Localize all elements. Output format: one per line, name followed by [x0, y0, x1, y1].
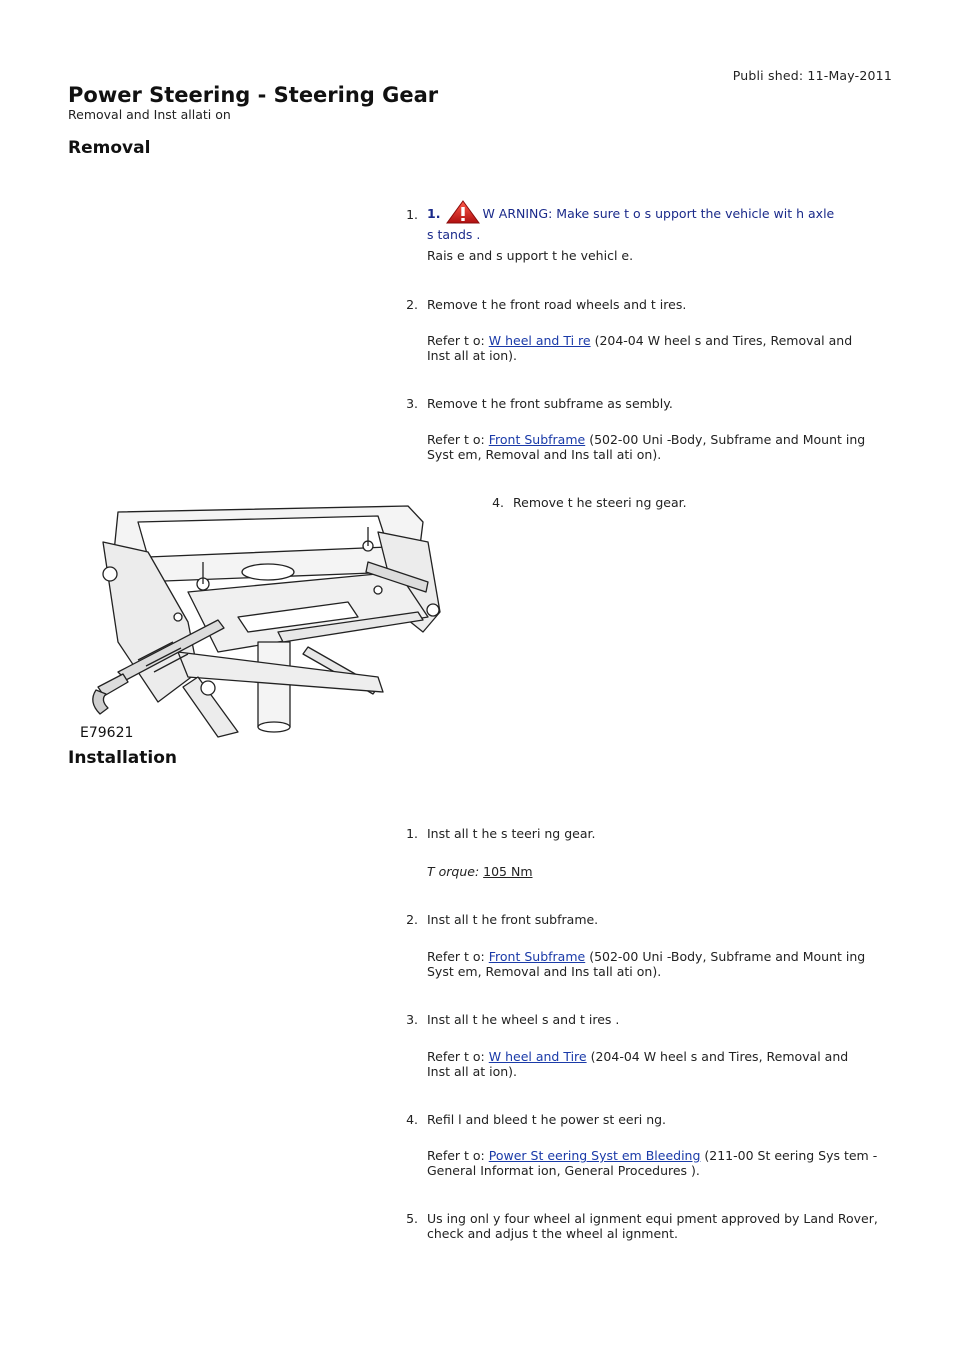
refer-suffix-cont: General Informat ion, General Procedures ). — [427, 1163, 700, 1178]
install-step-2-text: Inst all t he front subframe. — [427, 912, 599, 927]
link-front-subframe[interactable]: Front Subframe — [488, 432, 586, 447]
removal-step-2-refer — [427, 333, 887, 363]
install-step-2-refer — [427, 949, 887, 979]
removal-heading: Removal — [68, 138, 151, 158]
removal-step-1-warning — [427, 200, 897, 242]
refer-suffix: (502-00 Uni -Body, Subframe and Mount ing — [589, 949, 866, 964]
step-text-cont: check and adjus t the wheel al ignment. — [427, 1226, 678, 1241]
refer-suffix: (211-00 St eering Sys tem - — [704, 1148, 878, 1163]
install-step-3-text: Inst all t he wheel s and t ires . — [427, 1012, 620, 1027]
step-text: Us ing onl y four wheel al ignment equi pment approved by Land Rover, — [427, 1211, 878, 1226]
warning-text-cont: s tands . — [427, 227, 481, 242]
page-subtitle: Removal and Inst allati on — [68, 107, 231, 122]
install-step-3-refer — [427, 1049, 887, 1079]
install-step-4-refer — [427, 1148, 887, 1178]
removal-step-1-text: Rais e and s upport t he vehicl e. — [427, 248, 634, 263]
refer-prefix: Refer t o: — [427, 1148, 485, 1163]
removal-step-3-refer — [427, 432, 887, 462]
torque-label: T orque: — [427, 864, 480, 879]
install-step-3-number: 3. — [406, 1012, 418, 1027]
refer-suffix-cont: Syst em, Removal and Ins tall ati on). — [427, 447, 662, 462]
refer-suffix: (204-04 W heel s and Tires, Removal and — [590, 1049, 849, 1064]
page-title: Power Steering - Steering Gear — [68, 83, 439, 107]
removal-step-3-text: Remove t he front subframe as sembly. — [427, 396, 673, 411]
figure-label: E79621 — [80, 725, 134, 741]
removal-step-4-text: Remove t he steeri ng gear. — [513, 495, 687, 510]
refer-prefix: Refer t o: — [427, 1049, 485, 1064]
refer-suffix-cont: Syst em, Removal and Ins tall ati on). — [427, 964, 662, 979]
refer-suffix: (502-00 Uni -Body, Subframe and Mount ing — [589, 432, 866, 447]
removal-step-2-text: Remove t he front road wheels and t ires. — [427, 297, 687, 312]
warning-text: W ARNING: Make sure t o s upport the vehicle wit h axle — [482, 206, 835, 221]
removal-step-4-number: 4. — [492, 495, 504, 510]
refer-suffix-cont: Inst all at ion). — [427, 348, 518, 363]
warning-prefix: 1. — [427, 206, 441, 221]
link-power-steering-system-bleeding[interactable]: Power St eering Syst em Bleeding — [488, 1148, 701, 1163]
removal-step-1-number: 1. — [406, 207, 418, 222]
torque-value: 105 Nm — [483, 864, 533, 879]
install-step-2-number: 2. — [406, 912, 418, 927]
refer-prefix: Refer t o: — [427, 333, 485, 348]
installation-heading: Installation — [68, 748, 178, 768]
install-step-1-torque — [427, 864, 887, 879]
refer-suffix-cont: Inst all at ion). — [427, 1064, 518, 1079]
warning-icon — [446, 200, 480, 227]
install-step-4-number: 4. — [406, 1112, 418, 1127]
removal-step-2-number: 2. — [406, 297, 418, 312]
refer-prefix: Refer t o: — [427, 949, 485, 964]
link-front-subframe[interactable]: Front Subframe — [488, 949, 586, 964]
install-step-5-text — [427, 1211, 907, 1241]
install-step-4-text: Refil l and bleed t he power st eeri ng. — [427, 1112, 667, 1127]
install-step-1-number: 1. — [406, 826, 418, 841]
link-wheel-and-tire[interactable]: W heel and Ti re — [488, 333, 591, 348]
refer-prefix: Refer t o: — [427, 432, 485, 447]
link-wheel-and-tire[interactable]: W heel and Tire — [488, 1049, 587, 1064]
removal-step-3-number: 3. — [406, 396, 418, 411]
install-step-5-number: 5. — [406, 1211, 418, 1226]
install-step-1-text: Inst all t he s teeri ng gear. — [427, 826, 596, 841]
steering-gear-illustration — [78, 502, 446, 742]
refer-suffix: (204-04 W heel s and Tires, Removal and — [594, 333, 853, 348]
subframe-drawing — [78, 502, 446, 742]
published-date: Publi shed: 11-May-2011 — [732, 68, 892, 83]
